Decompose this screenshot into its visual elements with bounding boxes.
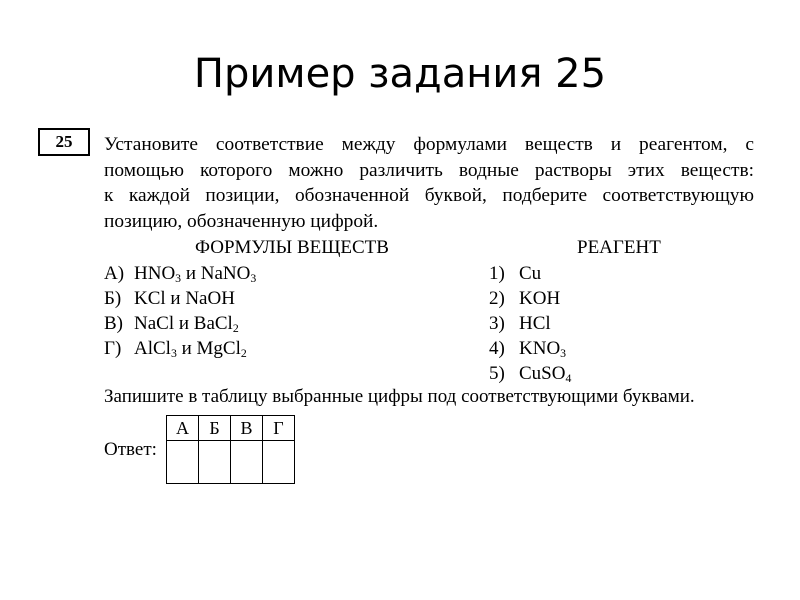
reagent-item xyxy=(489,261,571,286)
formula-letter: А) xyxy=(104,263,125,284)
task-number-box: 25 xyxy=(38,128,90,156)
task-line: к каждой позиции, обозначенной буквой, подберите соответствующую xyxy=(104,185,754,206)
answer-cell[interactable] xyxy=(199,441,231,484)
answer-cell[interactable] xyxy=(263,441,295,484)
answer-column-header: Г xyxy=(263,416,295,441)
reagent-number: 3) xyxy=(489,313,505,334)
reagent-item xyxy=(489,336,571,361)
formulas-header: ФОРМУЛЫ ВЕЩЕСТВ xyxy=(195,237,389,258)
formulas-list xyxy=(104,261,256,361)
formula-letter: Б) xyxy=(104,288,122,309)
formula-text: $HNO_3$ и NaNO$_3$ xyxy=(134,263,257,285)
answer-cell[interactable] xyxy=(231,441,263,484)
formula-letter: В) xyxy=(104,313,123,334)
reagent-number: 1) xyxy=(489,263,505,284)
reagent-text: Cu xyxy=(519,263,542,284)
reagent-item xyxy=(489,286,571,311)
answer-cell[interactable] xyxy=(167,441,199,484)
reagent-number: 5) xyxy=(489,363,505,384)
formula-text: NaCl и BaCl$_2$ xyxy=(134,313,239,335)
reagent-number: 2) xyxy=(489,288,505,309)
task-line: помощью которого можно различить водные растворы этих веществ: xyxy=(104,159,754,181)
answer-input-row xyxy=(167,441,295,484)
task-statement xyxy=(104,132,754,234)
reagents-list xyxy=(489,261,571,386)
reagent-number: 4) xyxy=(489,338,505,359)
reagents-header: РЕАГЕНТ xyxy=(577,237,661,258)
answer-instruction: Запишите в таблицу выбранные цифры под соответствующими буквами. xyxy=(104,386,695,407)
reagent-text: CuSO$_4$ xyxy=(519,363,572,385)
formula-item xyxy=(104,261,256,286)
reagent-text: KOH xyxy=(519,288,561,309)
formula-letter: Г) xyxy=(104,338,122,359)
formula-item xyxy=(104,286,256,311)
reagent-item xyxy=(489,361,571,386)
answer-column-header: Б xyxy=(199,416,231,441)
reagent-text: $KNO_3$ xyxy=(519,338,567,360)
slide-title: Пример задания 25 xyxy=(193,51,607,97)
formula-text: AlCl$_3$ и MgCl$_2$ xyxy=(134,338,247,360)
formula-text: KCl и NaOH xyxy=(134,288,235,309)
answer-header-row xyxy=(167,416,295,441)
reagent-item xyxy=(489,311,571,336)
answer-column-header: А xyxy=(167,416,199,441)
formula-item xyxy=(104,311,256,336)
answer-column-header: В xyxy=(231,416,263,441)
formula-item xyxy=(104,336,256,361)
task-line: Установите соответствие между формулами веществ и реагентом, с xyxy=(104,134,754,155)
task-line: позицию, обозначенную цифрой. xyxy=(104,210,379,232)
answer-label: Ответ: xyxy=(104,439,157,460)
reagent-text: HCl xyxy=(519,313,551,334)
answer-table xyxy=(166,415,295,484)
